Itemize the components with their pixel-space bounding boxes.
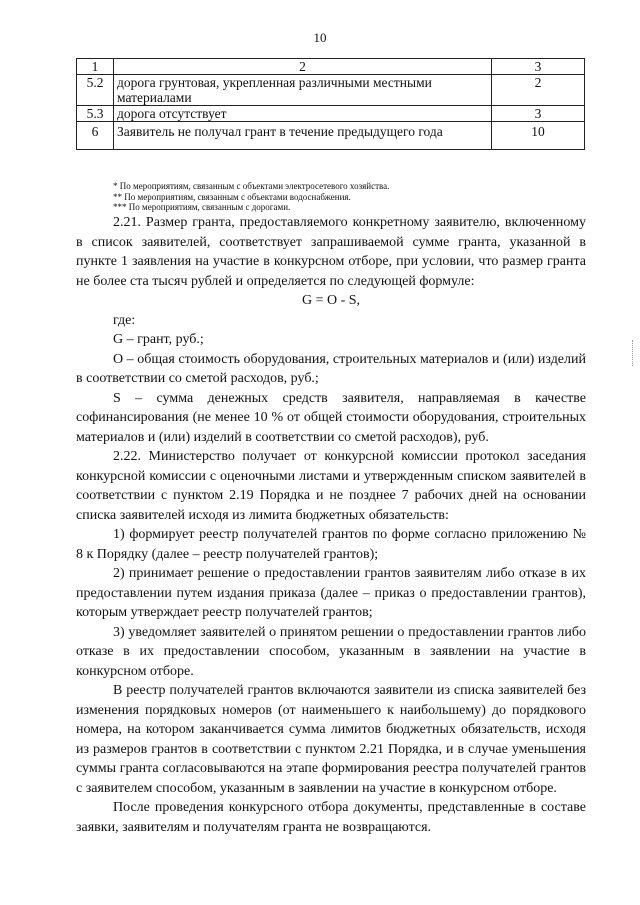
definition-g: G – грант, руб.; (113, 332, 204, 347)
row-text: дорога грунтовая, укрепленная различными местными материалами (114, 75, 492, 106)
list-item-2: 2) принимает решение о предоставлении грантов заявителям либо отказе в их предоставлении путем издания приказа (далее – приказ о предоставлении грантов), которым утверждает реестр получателей грантов; (76, 566, 586, 620)
table-row (77, 122, 585, 150)
row-score: 10 (492, 122, 585, 150)
definition-s: S – сумма денежных средств заявителя, направляемая в качестве софинансирования (не менее 10 % от общей стоимости оборудования, строительных материалов и (или) изделий в соответствии со сметой расходов), руб. (76, 390, 586, 445)
table-row (77, 106, 585, 122)
paragraph-registry: В реестр получателей грантов включаются заявители из списка заявителей без изменения порядковых номеров (от наименьшего к наибольшему) до порядкового номера, на котором заканчивается сумма лимитов бюджетных обязательств, исходя из размеров грантов в соответствии с пунктом 2.21 Порядка, и в случае уменьшения суммы гранта согласовываются на этапе формирования реестра получателей грантов с заявителем способом, указанным в заявлении на участие в конкурсном отборе. (76, 683, 586, 796)
where-label: где: (113, 312, 136, 328)
row-score: 3 (492, 106, 585, 122)
formula: G = O - S, (301, 293, 361, 308)
footnote: ** По мероприятиям, связанным с объектами водоснабжения. (113, 191, 351, 202)
paragraph-2-21: 2.21. Размер гранта, предоставляемого конкретному заявителю, включенному в список заявителей, соответствует запрашиваемой сумме гранта, указанной в пункте 1 заявления на участие в конкурсном отборе, при условии, что размер гранта не более ста тысяч рублей и определяется по следующей формуле: (76, 215, 586, 289)
row-number: 6 (77, 122, 114, 150)
row-text: Заявитель не получал грант в течение предыдущего года (114, 122, 492, 150)
criteria-table (76, 58, 585, 150)
header-cell-2: 2 (114, 59, 492, 75)
list-item-1: 1) формирует реестр получателей грантов по форме согласно приложению № 8 к Порядку (далее – реестр получателей грантов); (76, 527, 586, 562)
page-number: 10 (313, 30, 327, 45)
footnote: *** По мероприятиям, связанным с дорогами. (113, 202, 291, 212)
scan-margin-marks (632, 340, 635, 366)
table-header-row (77, 59, 585, 75)
list-item-3: 3) уведомляет заявителей о принятом решении о предоставлении грантов либо отказе в их предоставлении способом, указанным в заявлении на участие в конкурсном отборе. (76, 624, 586, 679)
document-body (76, 213, 586, 837)
definition-o: О – общая стоимость оборудования, строительных материалов и (или) изделий в соответствии со сметой расходов, руб.; (76, 351, 586, 386)
footnotes (113, 181, 389, 213)
row-text: дорога отсутствует (114, 106, 492, 122)
row-number: 5.3 (77, 106, 114, 122)
header-cell-3: 3 (492, 59, 585, 75)
header-cell-1: 1 (77, 59, 114, 75)
paragraph-2-22: 2.22. Министерство получает от конкурсной комиссии протокол заседания конкурсной комиссии с оценочными листами и утвержденным списком заявителей в соответствии с пунктом 2.19 Порядка и не позднее 7 рабочих дней на основании списка заявителей исходя из лимита бюджетных обязательств: (76, 449, 586, 523)
row-score: 2 (492, 75, 585, 106)
footnote: * По мероприятиям, связанным с объектами электросетевого хозяйства. (113, 181, 390, 191)
table-row (77, 75, 585, 106)
row-number: 5.2 (77, 75, 114, 106)
paragraph-after: После проведения конкурсного отбора документы, представленные в составе заявки, заявителям и получателям гранта не возвращаются. (76, 800, 586, 835)
